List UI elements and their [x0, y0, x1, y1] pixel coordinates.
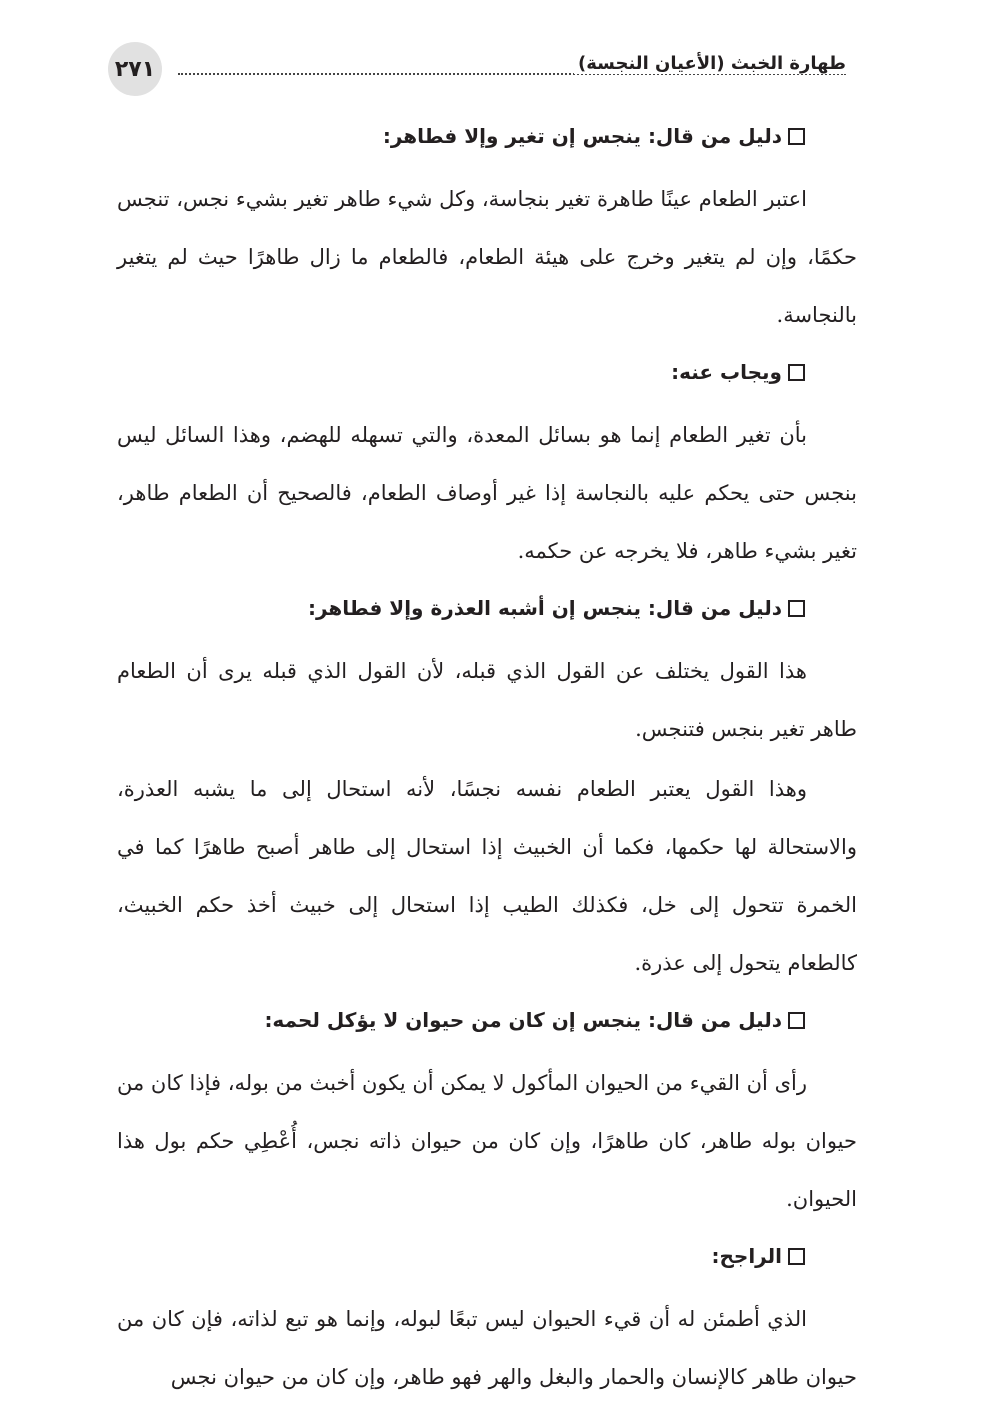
paragraph: اعتبر الطعام عينًا طاهرة تغير بنجاسة، وكل شيء طاهر تغير بشيء نجس، تنجس حكمًا، وإن لم يتغير وخرج على هيئة الطعام، فالطعام ما زال طاهرًا حيث لم يتغير بالنجاسة. [117, 187, 857, 327]
section-heading [117, 1230, 857, 1282]
paragraph: هذا القول يختلف عن القول الذي قبله، لأن القول الذي قبله يرى أن الطعام طاهر تغير بنجس فتنجس. [117, 659, 857, 741]
checkbox-square-icon [788, 128, 805, 145]
page-number: ٢٧١ [114, 56, 156, 82]
heading-text: ويجاب عنه: [671, 360, 782, 384]
page-number-badge [108, 42, 162, 96]
page-body [117, 110, 857, 1408]
running-title: طهارة الخبث (الأعيان النجسة) [574, 53, 846, 74]
heading-text: دليل من قال: ينجس إن تغير وإلا فطاهر: [382, 124, 782, 148]
section-heading [117, 110, 857, 162]
paragraph: رأى أن القيء من الحيوان المأكول لا يمكن أن يكون أخبث من بوله، فإذا كان من حيوان بوله طاهر، كان طاهرًا، وإن كان من حيوان ذاته نجس، أُعْطِي حكم بول هذا الحيوان. [117, 1071, 857, 1211]
checkbox-square-icon [788, 364, 805, 381]
checkbox-square-icon [788, 600, 805, 617]
section-heading [117, 346, 857, 398]
checkbox-square-icon [788, 1012, 805, 1029]
heading-text: دليل من قال: ينجس إن أشبه العذرة وإلا فطاهر: [307, 596, 782, 620]
section-heading [117, 582, 857, 634]
heading-text: دليل من قال: ينجس إن كان من حيوان لا يؤكل لحمه: [264, 1008, 782, 1032]
paragraph: بأن تغير الطعام إنما هو بسائل المعدة، والتي تسهله للهضم، وهذا السائل ليس بنجس حتى يحكم عليه بالنجاسة إذا غير أوصاف الطعام، فالصحيح أن الطعام طاهر، تغير بشيء طاهر، فلا يخرجه عن حكمه. [117, 423, 857, 563]
paragraph: الذي أطمئن له أن قيء الحيوان ليس تبعًا لبوله، وإنما هو تبع لذاته، فإن كان من حيوان طاهر كالإنسان والحمار والبغل والهر فهو طاهر، وإن كان من حيوان نجس [117, 1307, 857, 1389]
page-header [108, 42, 848, 102]
heading-text: الراجح: [711, 1244, 782, 1268]
section-heading [117, 994, 857, 1046]
checkbox-square-icon [788, 1248, 805, 1265]
paragraph: وهذا القول يعتبر الطعام نفسه نجسًا، لأنه استحال إلى ما يشبه العذرة، والاستحالة لها حكمها، فكما أن الخبيث إذا استحال إلى طاهر أصبح طاهرًا كما في الخمرة تتحول إلى خل، فكذلك الطيب إذا استحال إلى خبيث أخذ حكم الخبيث، كالطعام يتحول إلى عذرة. [117, 777, 857, 975]
